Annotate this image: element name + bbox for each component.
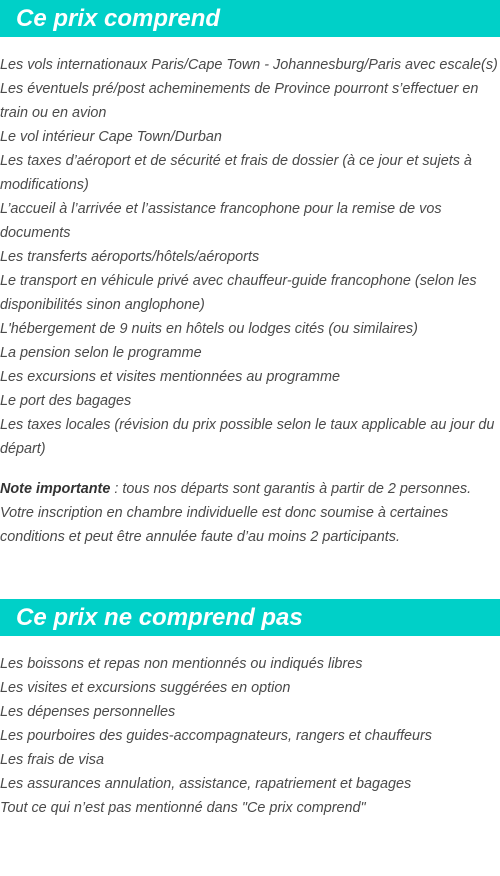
includes-section-header: Ce prix comprend <box>0 0 500 37</box>
list-item: L'hébergement de 9 nuits en hôtels ou lodges cités (ou similaires) <box>0 321 418 337</box>
list-item: La pension selon le programme <box>0 345 202 361</box>
important-note-label: Note importante <box>0 481 111 497</box>
important-note-text: : tous nos départs sont garantis à partir de 2 personnes. Votre inscription en chambre individuelle est donc soumise à certaines conditions et peut être annulée faute d’au moins 2 participants. <box>0 481 472 545</box>
important-note <box>0 477 500 549</box>
list-item: Le vol intérieur Cape Town/Durban <box>0 129 222 145</box>
list-item: Tout ce qui n’est pas mentionné dans "Ce prix comprend" <box>0 800 366 816</box>
list-item: Les frais de visa <box>0 752 104 768</box>
list-item: Les transferts aéroports/hôtels/aéroports <box>0 249 260 265</box>
includes-list <box>0 53 500 461</box>
list-item: Les boissons et repas non mentionnés ou indiqués libres <box>0 656 363 672</box>
list-item: Le transport en véhicule privé avec chauffeur-guide francophone (selon les disponibilités sinon anglophone) <box>0 273 477 313</box>
excludes-section-header: Ce prix ne comprend pas <box>0 599 500 636</box>
list-item: Les excursions et visites mentionnées au programme <box>0 369 340 385</box>
excludes-list <box>0 652 500 820</box>
list-item: L’accueil à l’arrivée et l’assistance francophone pour la remise de vos documents <box>0 201 442 241</box>
list-item: Les dépenses personnelles <box>0 704 176 720</box>
list-item: Les taxes locales (révision du prix possible selon le taux applicable au jour du départ) <box>0 417 495 457</box>
list-item: Les assurances annulation, assistance, rapatriement et bagages <box>0 776 412 792</box>
list-item: Le port des bagages <box>0 393 132 409</box>
list-item: Les visites et excursions suggérées en option <box>0 680 291 696</box>
list-item: Les vols internationaux Paris/Cape Town - Johannesburg/Paris avec escale(s) <box>0 57 498 73</box>
list-item: Les pourboires des guides-accompagnateurs, rangers et chauffeurs <box>0 728 432 744</box>
list-item: Les éventuels pré/post acheminements de Province pourront s’effectuer en train ou en avion <box>0 81 479 121</box>
list-item: Les taxes d’aéroport et de sécurité et frais de dossier (à ce jour et sujets à modifications) <box>0 153 472 193</box>
